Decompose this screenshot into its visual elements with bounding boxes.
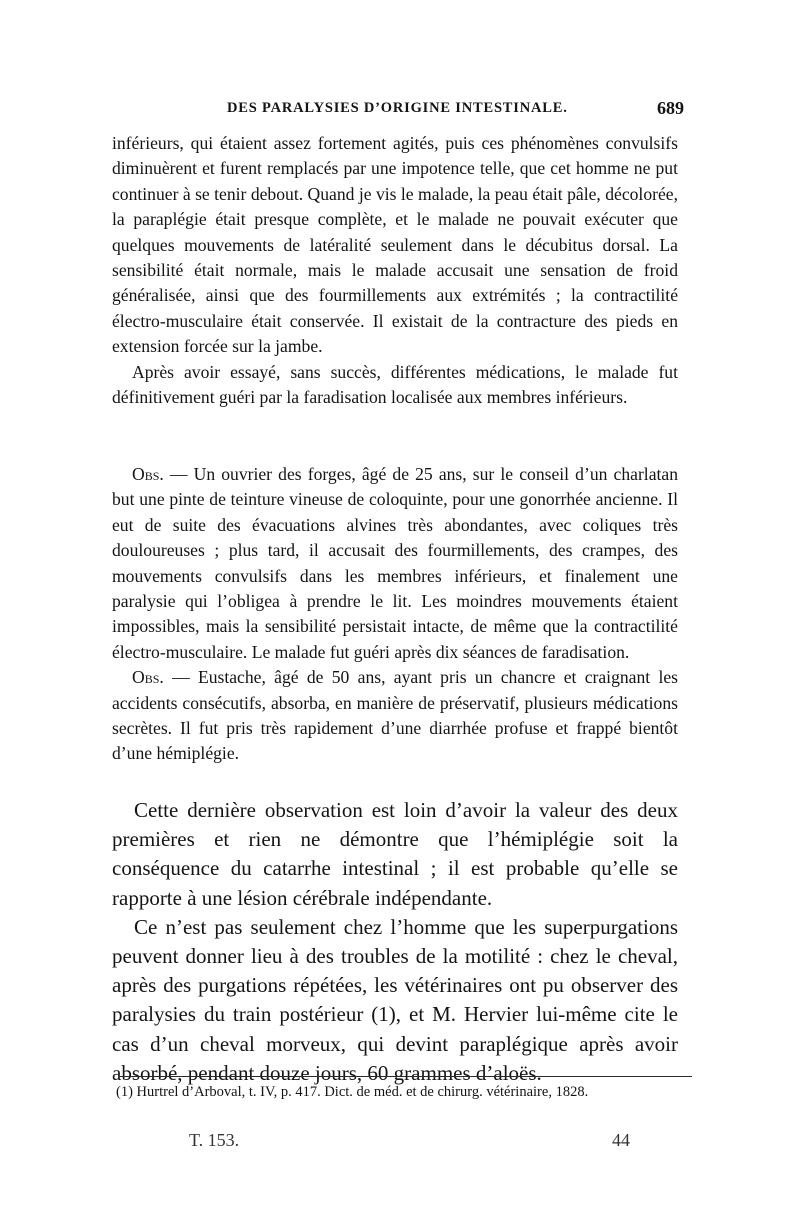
paragraph-treatment: Après avoir essayé, sans succès, différentes médications, le malade fut définitivement guéri par la faradisation localisée aux membres inférieurs. — [112, 361, 678, 408]
observation-eustache — [112, 665, 678, 767]
running-head — [112, 98, 692, 124]
paragraph-continuation: inférieurs, qui étaient assez fortement agités, puis ces phénomènes convulsifs diminuèrent et furent remplacés par une impotence telle, que cet homme ne put continuer à se tenir debout. Quand je vis le malade, la peau était pâle, décolorée, la paraplégie était presque complète, et le malade ne pouvait exécuter que quelques mouvements de latéralité seulement dans le décubitus dorsal. La sensibilité était normale, mais le malade accusait une sensation de froid généralisée, ainsi que des fourmillements aux extrémités ; la contractilité électro-musculaire était conservée. Il existait de la contracture des pieds en extension forcée sur la jambe. — [112, 133, 678, 357]
volume-signature: T. 153. — [189, 1130, 240, 1150]
observation-text: — Un ouvrier des forges, âgé de 25 ans, sur le conseil d’un charlatan but une pinte de teinture vineuse de coloquinte, pour une gonorrhée ancienne. Il eut de suite des évacuations alvines très abondantes, avec coliques très douloureuses ; plus tard, il accusait des fourmillements, des crampes, des mouvements convulsifs dans les membres inférieurs, et finalement une paralysie qui l’obligea à prendre le lit. Les moindres mouvements étaient impossibles, mais la sensibilité persistait intacte, de même que la contractilité électro-musculaire. Le malade fut guéri après dix séances de faradisation. — [112, 464, 678, 662]
page-number: 689 — [657, 98, 684, 118]
case-narrative — [112, 131, 678, 410]
observations — [112, 462, 678, 767]
observation-label: Obs. — [132, 464, 164, 484]
observation-forge-worker — [112, 462, 678, 665]
sheet-number: 44 — [612, 1130, 630, 1150]
paragraph-veterinary: Ce n’est pas seulement chez l’homme que les superpurgations peuvent donner lieu à des troubles de la motilité : chez le cheval, après des purgations répétées, les vétérinaires ont pu observer des paralysies du train postérieur (1), et M. Hervier lui-même cite le cas d’un cheval morveux, qui devint paraplégique après avoir absorbé, pendant douze jours, 60 grammes d’aloës. — [112, 914, 678, 1085]
observation-label: Obs. — [132, 667, 164, 688]
commentary — [112, 796, 678, 1088]
footnote-rule — [120, 1076, 692, 1077]
running-title: DES PARALYSIES D’ORIGINE INTESTINALE. — [227, 100, 568, 116]
observation-text: — Eustache, âgé de 50 ans, ayant pris un chancre et craignant les accidents consécutifs, absorba, en manière de préservatif, plusieurs médications secrètes. Il fut pris très rapidement d’une diarrhée profuse et frappé bientôt d’une hémiplégie. — [112, 667, 678, 764]
paragraph-hemiplegia: Cette dernière observation est loin d’avoir la valeur des deux premières et rien ne démontre que l’hémiplégie soit la conséquence du catarrhe intestinal ; il est probable qu’elle se rapporte à une lésion cérébrale indépendante. — [112, 798, 678, 910]
footnote: (1) Hurtrel d’Arboval, t. IV, p. 417. Dict. de méd. et de chirurg. vétérinaire, 1828. — [116, 1084, 589, 1100]
